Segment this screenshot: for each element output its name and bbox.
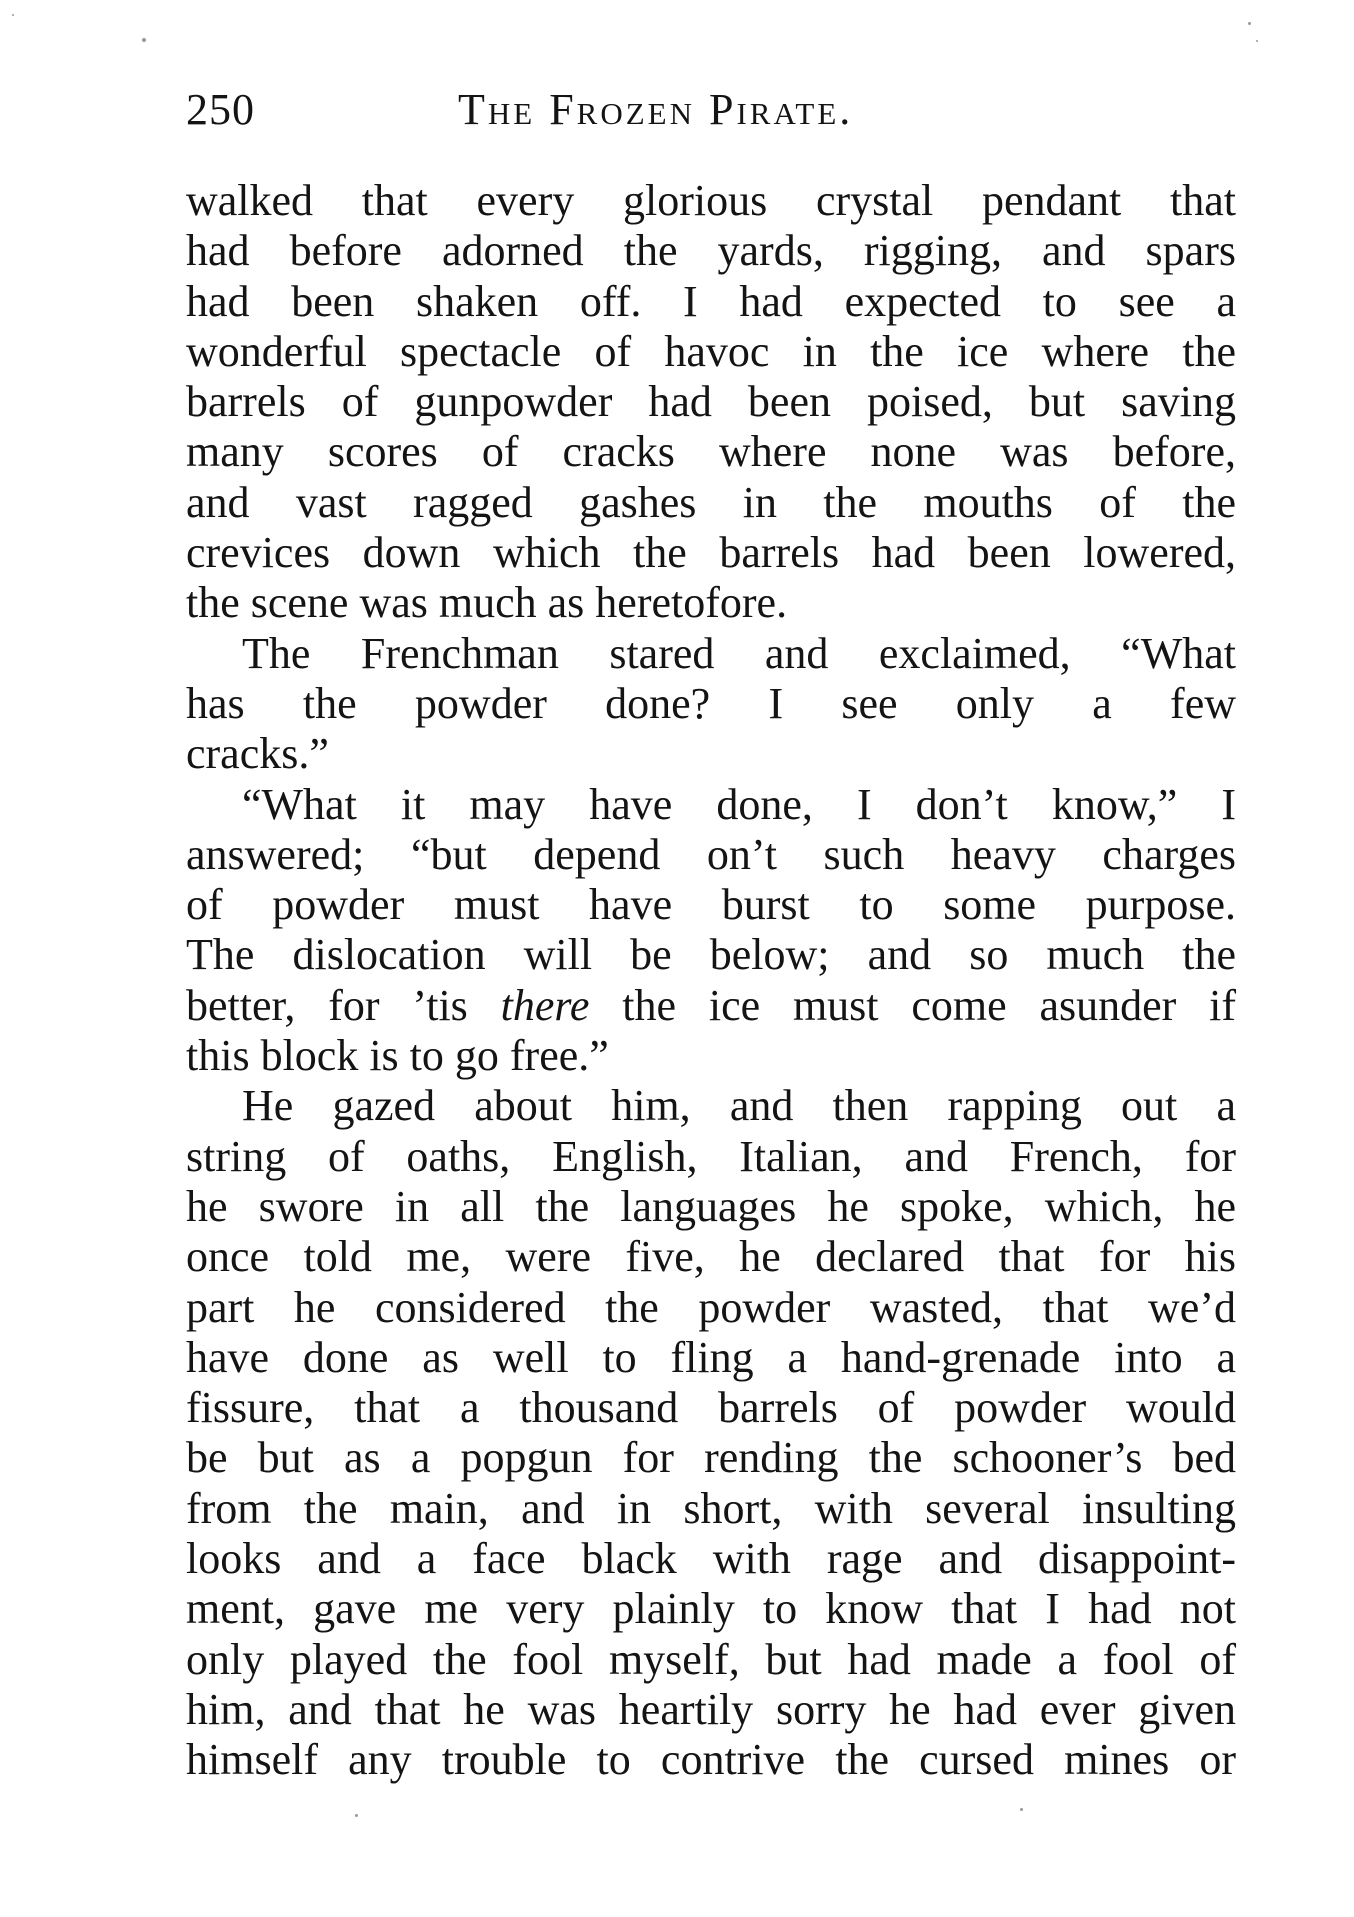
text-line: walked that every glorious crystal pendant that	[186, 176, 1236, 225]
text-line: him, and that he was heartily sorry he had ever given	[186, 1684, 1236, 1734]
text-segment: better, for ’tis	[186, 980, 468, 1030]
text-line: fissure, that a thousand barrels of powder would	[186, 1383, 1236, 1433]
text-line: The dislocation will be below; and so much the	[186, 930, 1236, 980]
running-head	[186, 84, 1236, 144]
body-text	[186, 176, 1236, 1786]
scan-speck	[12, 14, 14, 16]
text-line: He gazed about him, and then rapping out a	[242, 1081, 1236, 1131]
text-line: ment, gave me very plainly to know that I had not	[186, 1584, 1236, 1634]
running-title: The Frozen Pirate.	[458, 85, 854, 134]
text-line: looks and a face black with rage and disappoint-	[186, 1534, 1236, 1584]
text-line: of powder must have burst to some purpose.	[186, 880, 1236, 930]
scan-speck	[142, 38, 146, 42]
text-line: he swore in all the languages he spoke, which, he	[186, 1181, 1236, 1231]
text-line: wonderful spectacle of havoc in the ice where the	[186, 326, 1236, 376]
text-line: from the main, and in short, with several insulting	[186, 1483, 1236, 1533]
text-line: string of oaths, English, Italian, and French, for	[186, 1131, 1236, 1181]
text-line: have done as well to fling a hand-grenade into a	[186, 1332, 1236, 1382]
text-line: barrels of gunpowder had been poised, but saving	[186, 377, 1236, 427]
text-line: himself any trouble to contrive the cursed mines or	[186, 1735, 1236, 1785]
text-line: the scene was much as heretofore.	[186, 578, 788, 628]
text-line: be but as a popgun for rending the schooner’s bed	[186, 1433, 1236, 1483]
scan-speck	[1256, 40, 1258, 42]
text-line: once told me, were five, he declared that for his	[186, 1232, 1236, 1282]
text-line: “What it may have done, I don’t know,” I	[242, 779, 1236, 829]
scan-speck	[1020, 1808, 1023, 1811]
text-line: and vast ragged gashes in the mouths of the	[186, 477, 1236, 527]
text-line: crevices down which the barrels had been lowered,	[186, 528, 1236, 578]
text-line: The Frenchman stared and exclaimed, “What	[242, 628, 1236, 678]
text-segment: the ice must come asunder if	[622, 980, 1237, 1030]
page-number: 250	[186, 85, 255, 134]
text-line: only played the fool myself, but had made a fool of	[186, 1634, 1236, 1684]
italic-emphasis: there	[500, 980, 590, 1030]
text-line: this block is to go free.”	[186, 1031, 609, 1081]
text-line: had been shaken off. I had expected to see a	[186, 276, 1236, 326]
scan-speck	[1248, 22, 1251, 25]
text-line: had before adorned the yards, rigging, and spars	[186, 226, 1236, 276]
text-line: answered; “but depend on’t such heavy charges	[186, 829, 1236, 879]
text-line: cracks.”	[186, 729, 329, 779]
text-line: has the powder done? I see only a few	[186, 678, 1236, 728]
text-line-with-italic	[186, 981, 1236, 1031]
scan-speck	[355, 1814, 358, 1817]
text-line: part he considered the powder wasted, that we’d	[186, 1282, 1236, 1332]
text-line: many scores of cracks where none was before,	[186, 427, 1236, 477]
